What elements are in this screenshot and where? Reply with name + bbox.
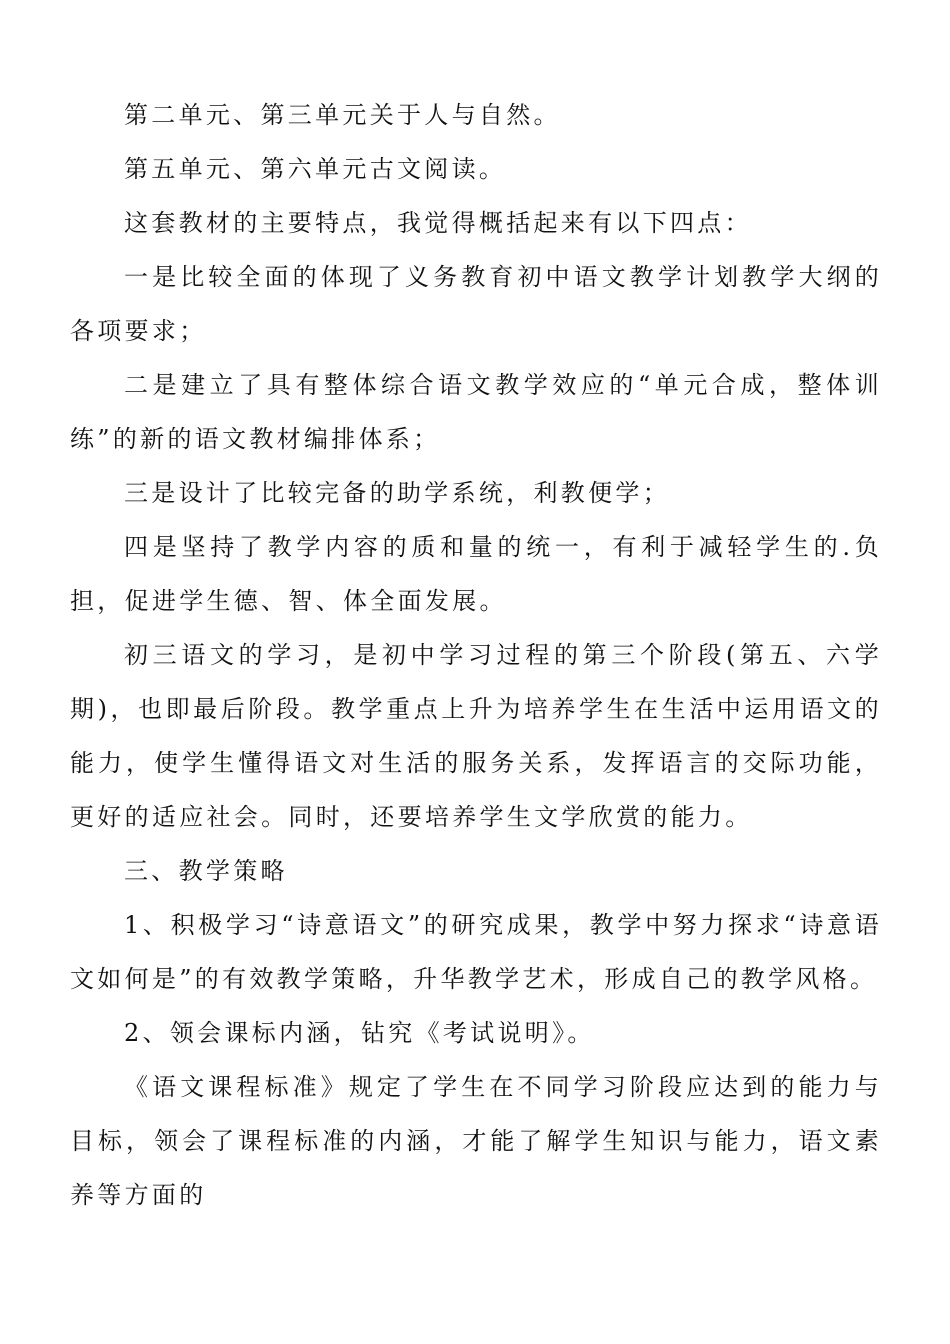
paragraph-7: 四是坚持了教学内容的质和量的统一，有利于减轻学生的.负担，促进学生德、智、体全面发展。: [70, 533, 882, 615]
paragraph-6: 三是设计了比较完备的助学系统，利教便学；: [124, 479, 670, 507]
paragraph-8: 初三语文的学习，是初中学习过程的第三个阶段(第五、六学期)，也即最后阶段。教学重点上升为培养学生在生活中运用语文的能力，使学生懂得语文对生活的服务关系，发挥语言的交际功能，更好的适应社会。同时，还要培养学生文学欣赏的能力。: [70, 641, 882, 831]
paragraph-10: 1、积极学习“诗意语文”的研究成果，教学中努力探求“诗意语文如何是”的有效教学策略，升华教学艺术，形成自己的教学风格。: [70, 911, 882, 993]
paragraph-2: 第五单元、第六单元古文阅读。: [124, 155, 507, 183]
paragraph-11: 2、领会课标内涵，钻究《考试说明》。: [124, 1019, 595, 1047]
paragraph-5: 二是建立了具有整体综合语文教学效应的“单元合成，整体训练”的新的语文教材编排体系；: [70, 371, 882, 453]
section-heading: 三、教学策略: [124, 857, 288, 885]
paragraph-1: 第二单元、第三单元关于人与自然。: [124, 101, 561, 129]
paragraph-3: 这套教材的主要特点，我觉得概括起来有以下四点：: [124, 209, 752, 237]
paragraph-4: 一是比较全面的体现了义务教育初中语文教学计划教学大纲的各项要求；: [70, 263, 882, 345]
paragraph-12: 《语文课程标准》规定了学生在不同学习阶段应达到的能力与目标，领会了课程标准的内涵，才能了解学生知识与能力，语文素养等方面的: [70, 1073, 882, 1209]
document-body: [70, 88, 882, 1222]
